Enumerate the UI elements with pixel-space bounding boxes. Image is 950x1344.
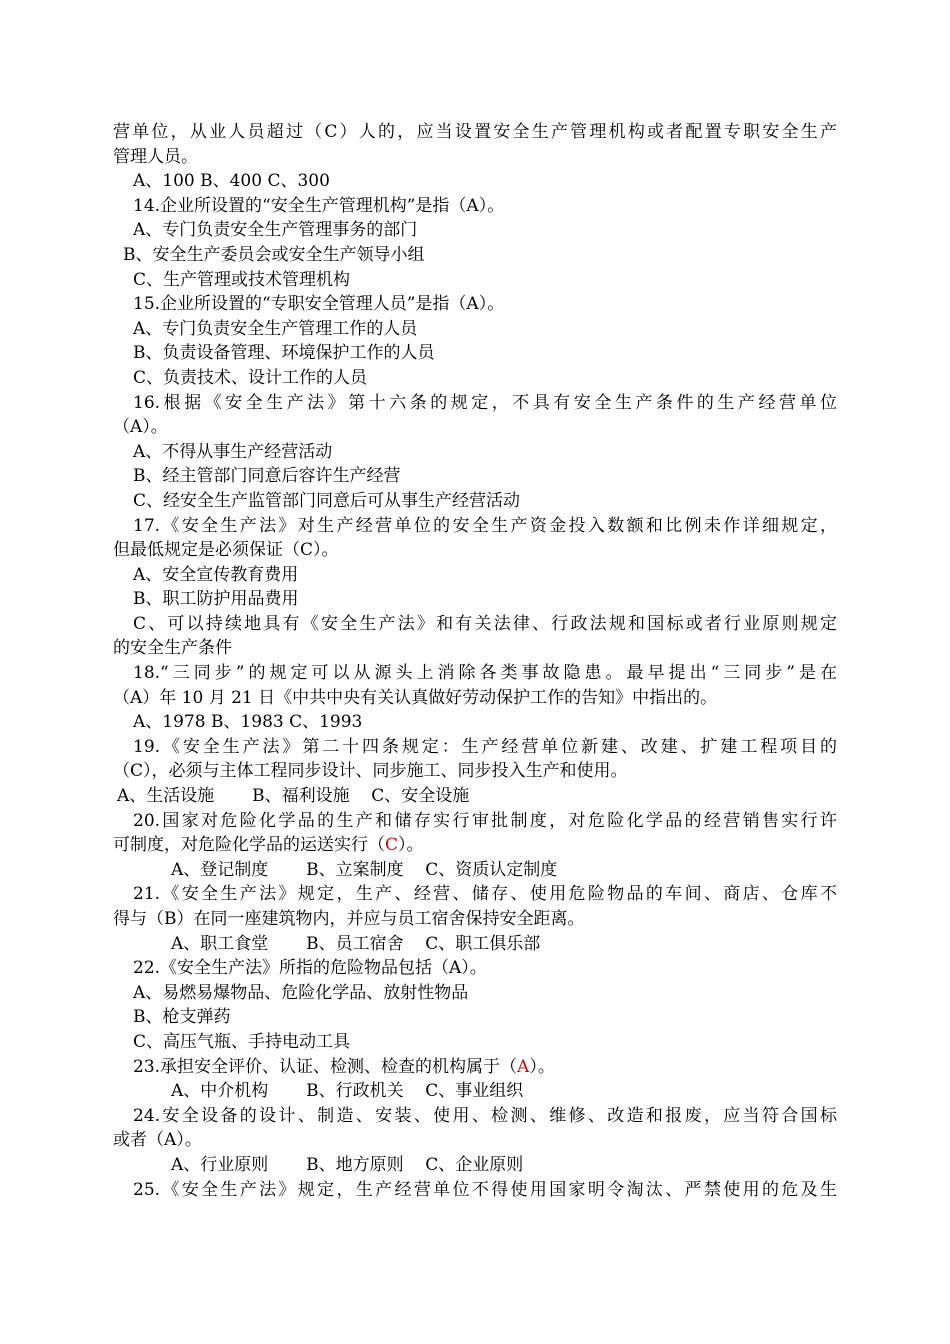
line-text: 但最低规定是必须保证（C）。 xyxy=(113,540,339,561)
text-line xyxy=(113,809,837,834)
line-text: 22.《安全生产法》所指的危险物品包括（A）。 xyxy=(133,958,487,979)
line-text: 23.承担安全评价、认证、检测、检查的机构属于（ xyxy=(133,1056,518,1077)
text-line xyxy=(113,932,837,957)
line-text-after: ）。 xyxy=(398,835,424,856)
text-line xyxy=(113,489,837,514)
text-line xyxy=(113,981,837,1006)
line-text-after: ）。 xyxy=(529,1056,555,1077)
text-line xyxy=(113,759,837,784)
line-text: C、生产管理或技术管理机构 xyxy=(133,269,351,290)
line-text: 营单位，从业人员超过（C）人的，应当设置安全生产管理机构或者配置专职安全生产 xyxy=(113,122,837,142)
text-line xyxy=(113,686,837,711)
highlighted-answer: A xyxy=(517,1056,530,1077)
text-line xyxy=(113,882,837,907)
line-text: 15.企业所设置的“专职安全管理人员”是指（A）。 xyxy=(133,294,505,315)
text-line xyxy=(113,1030,837,1055)
text-line xyxy=(113,1178,837,1203)
line-text: A、不得从事生产经营活动 xyxy=(133,441,333,462)
line-text: C、负责技术、设计工作的人员 xyxy=(133,367,368,388)
text-line xyxy=(113,145,837,170)
line-text: 得与（B）在同一座建筑物内，并应与员工宿舍保持安全距离。 xyxy=(113,909,585,929)
highlighted-answer: C xyxy=(385,835,399,856)
line-text: A、专门负责安全生产管理工作的人员 xyxy=(133,318,418,339)
text-line xyxy=(113,415,837,440)
line-text: A、行业原则 B、地方原则 C、企业原则 xyxy=(171,1154,524,1175)
text-line xyxy=(113,391,837,416)
line-text: 16.根据《安全生产法》第十六条的规定，不具有安全生产条件的生产经营单位 xyxy=(133,392,837,413)
line-text: C、可以持续地具有《安全生产法》和有关法律、行政法规和国标或者行业原则规定 xyxy=(133,613,837,634)
text-line xyxy=(113,1128,837,1153)
line-text: 17.《安全生产法》对生产经营单位的安全生产资金投入数额和比例未作详细规定， xyxy=(133,515,837,536)
text-line xyxy=(113,858,837,883)
line-text: （A）年 10 月 21 日《中共中央有关认真做好劳动保护工作的告知》中指出的。 xyxy=(113,687,718,708)
line-text: A、中介机构 B、行政机关 C、事业组织 xyxy=(171,1081,524,1102)
text-line xyxy=(113,636,837,661)
line-text: A、生活设施 B、福利设施 C、安全设施 xyxy=(117,786,470,807)
line-text: 管理人员。 xyxy=(113,146,198,167)
line-text: A、登记制度 B、立案制度 C、资质认定制度 xyxy=(171,859,558,880)
line-text: A、专门负责安全生产管理事务的部门 xyxy=(133,220,418,241)
text-line xyxy=(113,612,837,637)
line-text: （A）。 xyxy=(113,417,168,438)
text-line xyxy=(113,243,837,268)
text-line xyxy=(113,317,837,342)
text-line xyxy=(113,292,837,317)
line-text: 的安全生产条件 xyxy=(113,638,232,659)
line-text: A、1978 B、1983 C、1993 xyxy=(133,712,363,733)
line-text: 20.国家对危险化学品的生产和储存实行审批制度，对危险化学品的经营销售实行许 xyxy=(133,810,837,831)
text-line xyxy=(113,833,837,858)
text-line xyxy=(113,784,837,809)
text-line xyxy=(113,194,837,219)
line-text: （C），必须与主体工程同步设计、同步施工、同步投入生产和使用。 xyxy=(113,761,628,782)
line-text: B、职工防护用品费用 xyxy=(133,589,299,610)
line-text: C、高压气瓶、手持电动工具 xyxy=(133,1031,351,1052)
line-text: 可制度，对危险化学品的运送实行（ xyxy=(113,835,385,856)
text-line xyxy=(113,440,837,465)
text-line xyxy=(113,514,837,539)
text-line xyxy=(113,341,837,366)
text-line xyxy=(113,710,837,735)
line-text: B、负责设备管理、环境保护工作的人员 xyxy=(133,343,435,364)
line-text: 24.安全设备的设计、制造、安装、使用、检测、维修、改造和报废，应当符合国标 xyxy=(133,1105,837,1126)
text-line xyxy=(113,563,837,588)
line-text: B、经主管部门同意后容许生产经营 xyxy=(133,466,401,487)
line-text: 或者（A）。 xyxy=(113,1130,202,1151)
line-text: 19.《安全生产法》第二十四条规定：生产经营单位新建、改建、扩建工程项目的 xyxy=(133,736,837,757)
line-text: 18.“三同步”的规定可以从源头上消除各类事故隐患。最早提出“三同步”是在 xyxy=(133,663,837,684)
line-text: B、枪支弹药 xyxy=(133,1007,231,1028)
text-line xyxy=(113,1005,837,1030)
text-line xyxy=(113,218,837,243)
line-text: B、安全生产委员会或安全生产领导小组 xyxy=(123,244,425,265)
text-line xyxy=(113,661,837,686)
text-line xyxy=(113,366,837,391)
text-line xyxy=(113,1104,837,1129)
line-text: C、经安全生产监管部门同意后可从事生产经营活动 xyxy=(133,490,521,511)
line-text: A、职工食堂 B、员工宿舍 C、职工俱乐部 xyxy=(171,933,541,954)
text-line xyxy=(113,956,837,981)
text-line xyxy=(113,169,837,194)
line-text: 14.企业所设置的“安全生产管理机构”是指（A）。 xyxy=(133,195,505,216)
text-line xyxy=(113,735,837,760)
line-text: 25.《安全生产法》规定，生产经营单位不得使用国家明令淘汰、严禁使用的危及生 xyxy=(133,1179,837,1200)
text-line xyxy=(113,120,837,145)
text-line xyxy=(113,1079,837,1104)
line-text: A、安全宣传教育费用 xyxy=(133,564,299,585)
text-line xyxy=(113,268,837,293)
text-line xyxy=(113,587,837,612)
text-line xyxy=(113,1055,837,1080)
text-line xyxy=(113,907,837,932)
text-line xyxy=(113,538,837,563)
line-text: 21.《安全生产法》规定，生产、经营、储存、使用危险物品的车间、商店、仓库不 xyxy=(133,884,837,905)
text-line xyxy=(113,464,837,489)
line-text: A、易燃易爆物品、危险化学品、放射性物品 xyxy=(133,982,469,1003)
text-line xyxy=(113,1153,837,1178)
line-text: A、100 B、400 C、300 xyxy=(133,171,330,192)
document-body xyxy=(113,120,837,1202)
